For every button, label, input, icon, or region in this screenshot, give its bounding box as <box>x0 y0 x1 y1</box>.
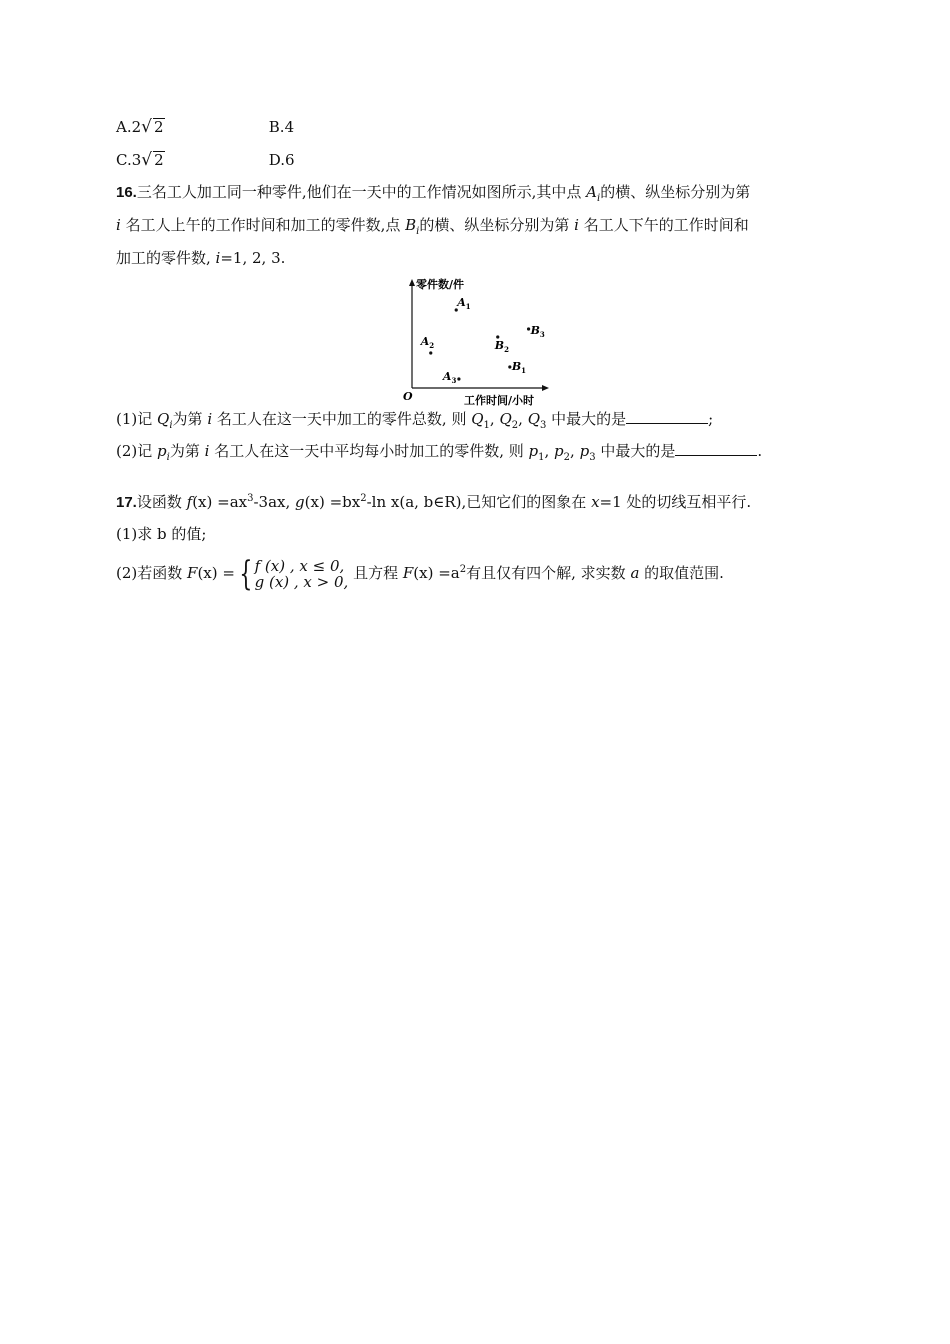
points-group <box>420 296 545 385</box>
q16-answer-blank-1[interactable] <box>626 409 708 424</box>
origin-label: O <box>403 390 413 403</box>
q16-number: 16. <box>116 184 137 201</box>
point-a2 <box>429 351 432 354</box>
point-label-a3: $A_3$ <box>442 370 457 385</box>
q15-options-row-1 <box>116 117 417 137</box>
q16-answer-blank-2[interactable] <box>675 441 757 456</box>
q17-text-line-1: 17.设函数 $f(x) =ax^3-3ax$, $g(x) =bx^2-\ln$ x(a, b∈R),已知它们的图象在 x=1 处的切线互相平行. <box>116 493 752 511</box>
y-axis-arrow <box>409 279 415 286</box>
piecewise-function: { f (x) , x ≤ 0, g (x) , x > 0, <box>239 554 349 594</box>
point-label-b1: $B_1$ <box>511 360 527 375</box>
q16-text-line-2: i 名工人上午的工作时间和加工的零件数,点 $B_i$的横、纵坐标分别为第 i 名工人下午的工作时间和 <box>116 216 749 237</box>
point-label-b3: $B_3$ <box>530 324 545 339</box>
q16-part-2: (2)记 $p_i$为第 i 名工人在这一天中平均每小时加工的零件数, 则 $p_1$, $p_2$, $p_3$ 中最大的是 . <box>116 442 763 463</box>
point-label-a1: $A_1$ <box>457 296 471 311</box>
q16-text-line-3: 加工的零件数, i=1, 2, 3. <box>116 249 286 267</box>
point-label-a2: $A_2$ <box>420 335 435 350</box>
q15-option-d[interactable]: D.6 <box>268 151 295 169</box>
q15-option-a[interactable]: A.2√ 2 <box>116 117 164 137</box>
x-axis-arrow <box>542 385 549 391</box>
point-label-b2: $B_2$ <box>494 339 509 354</box>
x-axis-label: 工作时间/小时 <box>464 394 535 406</box>
q16-text-line-1: 16.三名工人加工同一种零件,他们在一天中的工作情况如图所示,其中点 $A_i$的横、纵坐标分别为第 <box>116 183 751 204</box>
q17-part-2: (2)若函数 F(x) = { f (x) , x ≤ 0, g (x) , x > 0, 且方程 $F(x) =a^2$有且仅有四个解, 求实数 a 的取值范围. <box>116 554 724 594</box>
q15-option-b[interactable]: B.4 <box>268 118 295 136</box>
q16-part-1: (1)记 $Q_i$为第 i 名工人在这一天中加工的零件总数, 则 $Q_1$, $Q_2$, $Q_3$ 中最大的是 ; <box>116 410 714 431</box>
q15-options-row-2 <box>116 150 417 170</box>
point-a3 <box>457 377 460 380</box>
y-axis-label: 零件数/件 <box>416 278 465 291</box>
q17-number: 17. <box>116 494 137 511</box>
q16-scatter-chart <box>396 276 558 406</box>
q15-option-c[interactable]: C.3√ 2 <box>116 150 164 170</box>
q17-part-1: (1)求 b 的值; <box>116 525 207 543</box>
